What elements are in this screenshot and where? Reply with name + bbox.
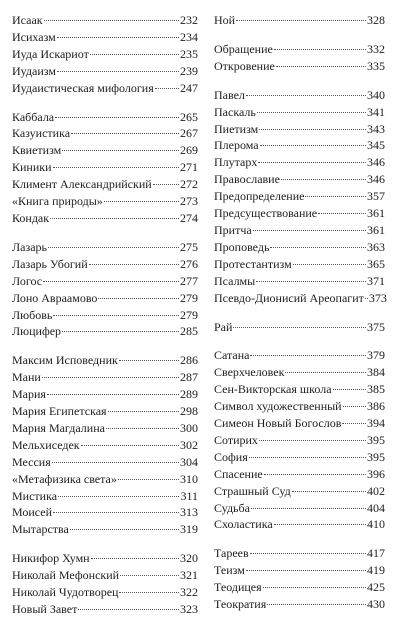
entry-page-number: 417 (367, 546, 385, 561)
entry-term: Паскаль (214, 104, 256, 119)
entry-term: Теизм (214, 563, 245, 578)
entry-page-number: 375 (367, 319, 385, 334)
dot-leader (258, 162, 366, 163)
index-entry (12, 584, 198, 601)
entry-page-number: 430 (367, 597, 385, 612)
entry-page-number: 346 (367, 155, 385, 170)
entry-page-number: 323 (180, 602, 198, 616)
entry-term: Схоластика (214, 517, 273, 532)
dot-leader (58, 496, 179, 497)
entry-term: Люцифер (12, 324, 62, 339)
dot-leader (365, 298, 368, 299)
entry-term: Казуистика (12, 126, 71, 141)
index-entry (214, 483, 385, 500)
index-entry (12, 369, 198, 386)
entry-page-number: 265 (180, 109, 198, 124)
index-entry (12, 567, 198, 584)
dot-leader (62, 150, 179, 151)
dot-leader (153, 184, 179, 185)
entry-term: Протестантизм (214, 256, 292, 271)
index-entry (12, 12, 198, 29)
entry-page-number: 332 (367, 41, 385, 56)
entry-page-number: 287 (180, 370, 198, 385)
entry-page-number: 361 (367, 222, 385, 237)
entry-page-number: 239 (180, 63, 198, 78)
index-entry (12, 601, 198, 618)
index-group (214, 545, 385, 613)
entry-term: Мария (12, 387, 46, 402)
index-entry (12, 210, 198, 227)
dot-leader (253, 230, 366, 231)
dot-leader (293, 264, 366, 265)
index-entry (214, 579, 385, 596)
index-entry (214, 347, 385, 364)
index-entry (12, 46, 198, 63)
entry-page-number: 402 (367, 483, 385, 498)
entry-page-number: 319 (180, 522, 198, 537)
entry-page-number: 320 (180, 551, 198, 566)
index-column-left (12, 12, 198, 630)
entry-term: Никифор Хумн (12, 551, 90, 566)
entry-term: Мистика (12, 488, 58, 503)
dot-leader (285, 372, 366, 373)
entry-term: Иудаизм (12, 63, 56, 78)
index-entry (12, 521, 198, 538)
entry-page-number: 371 (367, 273, 385, 288)
entry-page-number: 289 (180, 387, 198, 402)
entry-page-number: 346 (367, 172, 385, 187)
entry-term: Лоно Авраамово (12, 290, 98, 305)
entry-page-number: 273 (180, 194, 198, 209)
entry-page-number: 322 (180, 585, 198, 600)
entry-page-number: 384 (367, 365, 385, 380)
dot-leader (47, 394, 179, 395)
index-entry (12, 29, 198, 46)
index-entry (214, 545, 385, 562)
index-entry (214, 58, 385, 75)
index-entry (12, 125, 198, 142)
index-entry (214, 596, 385, 613)
entry-page-number: 363 (367, 239, 385, 254)
entry-page-number: 279 (180, 307, 198, 322)
entry-term: Проповедь (214, 239, 270, 254)
index-entry (214, 205, 385, 222)
entry-term: «Метафизика света» (12, 471, 117, 486)
dot-leader (233, 327, 366, 328)
entry-term: Киники (12, 160, 52, 175)
dot-leader (78, 609, 179, 610)
index-entry (214, 104, 385, 121)
entry-term: Страшный Суд (214, 483, 291, 498)
index-group (214, 347, 385, 533)
dot-leader (251, 508, 366, 509)
dot-leader (250, 355, 366, 356)
entry-term: Иудаистическая мифология (12, 80, 154, 95)
entry-page-number: 269 (180, 143, 198, 158)
entry-page-number: 302 (180, 437, 198, 452)
dot-leader (120, 575, 179, 576)
dot-leader (281, 179, 366, 180)
index-entry (12, 273, 198, 290)
index-entry (12, 142, 198, 159)
entry-term: Спасение (214, 466, 263, 481)
dot-leader (274, 524, 366, 525)
dot-leader (71, 133, 179, 134)
entry-term: Мытарства (12, 522, 69, 537)
entry-page-number: 272 (180, 177, 198, 192)
entry-term: Плерома (214, 138, 259, 153)
dot-leader (236, 20, 366, 21)
entry-term: Николай Мефонский (12, 568, 120, 583)
dot-leader (98, 298, 179, 299)
entry-term: Обращение (214, 41, 273, 56)
dot-leader (260, 145, 366, 146)
entry-term: Теодицея (214, 580, 262, 595)
entry-term: Лазарь Убогий (12, 256, 88, 271)
entry-page-number: 386 (367, 399, 385, 414)
dot-leader (106, 428, 179, 429)
entry-term: Предсуществование (214, 206, 318, 221)
entry-page-number: 321 (180, 568, 198, 583)
index-entry (214, 239, 385, 256)
index-group (214, 12, 385, 29)
dot-leader (259, 129, 366, 130)
entry-page-number: 394 (367, 416, 385, 431)
entry-page-number: 234 (180, 29, 198, 44)
entry-term: Сверхчеловек (214, 365, 285, 380)
entry-term: Теократия (214, 597, 267, 612)
entry-term: Псалмы (214, 273, 256, 288)
entry-term: Мани (12, 370, 41, 385)
index-entry (12, 352, 198, 369)
entry-page-number: 361 (367, 206, 385, 221)
index-group (12, 239, 198, 340)
entry-page-number: 395 (367, 432, 385, 447)
index-entry (214, 466, 385, 483)
entry-term: Судьба (214, 500, 250, 515)
index-entry (214, 432, 385, 449)
entry-term: Рай (214, 319, 233, 334)
index-group (12, 550, 198, 618)
index-entry (12, 437, 198, 454)
dot-leader (274, 49, 366, 50)
entry-term: Плутарх (214, 155, 258, 170)
entry-page-number: 286 (180, 353, 198, 368)
index-entry (12, 80, 198, 97)
index-entry (12, 256, 198, 273)
dot-leader (57, 37, 179, 38)
index-entry (12, 471, 198, 488)
entry-page-number: 340 (367, 87, 385, 102)
index-entry (12, 307, 198, 324)
index-column-right (214, 12, 385, 625)
entry-term: Максим Исповедник (12, 353, 118, 368)
index-entry (214, 500, 385, 517)
entry-page-number: 396 (367, 466, 385, 481)
index-entry (214, 562, 385, 579)
dot-leader (264, 474, 366, 475)
entry-page-number: 310 (180, 471, 198, 486)
entry-term: Симеон Новый Богослов (214, 416, 342, 431)
index-entry (214, 273, 385, 290)
entry-page-number: 276 (180, 256, 198, 271)
entry-page-number: 271 (180, 160, 198, 175)
entry-page-number: 298 (180, 404, 198, 419)
entry-term: Любовь (12, 307, 53, 322)
dot-leader (250, 553, 366, 554)
index-entry (12, 550, 198, 567)
dot-leader (91, 558, 179, 559)
entry-page-number: 357 (367, 189, 385, 204)
entry-term: «Книга природы» (12, 194, 103, 209)
entry-term: София (214, 449, 248, 464)
index-entry (12, 488, 198, 505)
dot-leader (249, 457, 366, 458)
dot-leader (155, 88, 179, 89)
entry-page-number: 274 (180, 210, 198, 225)
dot-leader (104, 201, 179, 202)
entry-page-number: 313 (180, 505, 198, 520)
entry-term: Пиетизм (214, 121, 259, 136)
entry-page-number: 379 (367, 348, 385, 363)
dot-leader (53, 315, 179, 316)
entry-page-number: 404 (367, 500, 385, 515)
index-group (12, 12, 198, 97)
index-entry (12, 454, 198, 471)
dot-leader (52, 462, 179, 463)
index-entry (214, 319, 385, 336)
entry-term: Мария Магдалина (12, 420, 105, 435)
entry-term: Лазарь (12, 239, 48, 254)
dot-leader (267, 604, 366, 605)
index-entry (12, 290, 198, 307)
entry-page-number: 341 (367, 104, 385, 119)
index-entry (214, 188, 385, 205)
entry-page-number: 328 (367, 13, 385, 27)
index-entry (214, 121, 385, 138)
dot-leader (246, 95, 366, 96)
entry-term: Православие (214, 172, 280, 187)
dot-leader (44, 20, 179, 21)
dot-leader (256, 281, 366, 282)
entry-term: Моисей (12, 505, 53, 520)
index-entry (12, 420, 198, 437)
entry-term: Каббала (12, 109, 55, 124)
entry-page-number: 425 (367, 580, 385, 595)
entry-term: Логос (12, 273, 43, 288)
entry-term: Предопределение (214, 189, 305, 204)
dot-leader (108, 411, 179, 412)
entry-page-number: 343 (367, 121, 385, 136)
entry-term: Откровение (214, 58, 275, 73)
dot-leader (81, 445, 179, 446)
index-entry (12, 403, 198, 420)
dot-leader (318, 213, 366, 214)
entry-page-number: 267 (180, 126, 198, 141)
dot-leader (55, 117, 179, 118)
index-entry (12, 109, 198, 126)
index-entry (12, 63, 198, 80)
dot-leader (50, 218, 179, 219)
dot-leader (57, 71, 179, 72)
index-entry (214, 449, 385, 466)
entry-page-number: 419 (367, 563, 385, 578)
index-entry (12, 239, 198, 256)
entry-page-number: 395 (367, 449, 385, 464)
entry-term: Квиетизм (12, 143, 62, 158)
dot-leader (62, 331, 179, 332)
dot-leader (53, 167, 179, 168)
entry-term: Кондак (12, 210, 50, 225)
entry-page-number: 247 (180, 80, 198, 95)
entry-page-number: 311 (180, 488, 198, 503)
dot-leader (342, 423, 366, 424)
entry-term: Исихазм (12, 29, 56, 44)
index-group (214, 87, 385, 307)
entry-term: Климент Александрийский (12, 177, 152, 192)
entry-term: Символ художественный (214, 399, 342, 414)
entry-page-number: 275 (180, 239, 198, 254)
index-entry (214, 415, 385, 432)
entry-page-number: 410 (367, 517, 385, 532)
index-entry (12, 504, 198, 521)
index-entry (12, 386, 198, 403)
index-entry (214, 364, 385, 381)
dot-leader (70, 529, 179, 530)
dot-leader (53, 512, 179, 513)
entry-page-number: 304 (180, 454, 198, 469)
entry-page-number: 279 (180, 290, 198, 305)
index-entry (214, 12, 385, 29)
index-entry (214, 381, 385, 398)
entry-term: Исаак (12, 13, 43, 27)
entry-term: Сатана (214, 348, 250, 363)
index-entry (12, 323, 198, 340)
dot-leader (276, 66, 366, 67)
index-entry (214, 154, 385, 171)
entry-term: Иуда Искариот (12, 46, 89, 61)
entry-term: Тареев (214, 546, 249, 561)
entry-page-number: 365 (367, 256, 385, 271)
dot-leader (259, 440, 366, 441)
entry-page-number: 285 (180, 324, 198, 339)
dot-leader (43, 281, 179, 282)
entry-page-number: 345 (367, 138, 385, 153)
dot-leader (90, 54, 179, 55)
entry-term: Павел (214, 87, 245, 102)
index-entry (12, 176, 198, 193)
entry-term: Мельхиседек (12, 437, 80, 452)
index-entry (214, 171, 385, 188)
entry-term: Ной (214, 13, 236, 27)
dot-leader (42, 377, 179, 378)
entry-page-number: 232 (180, 13, 198, 27)
dot-leader (292, 491, 366, 492)
entry-term: Сотирих (214, 432, 258, 447)
index-entry (214, 41, 385, 58)
dot-leader (333, 389, 366, 390)
index-entry (214, 256, 385, 273)
entry-page-number: 373 (368, 290, 387, 305)
index-entry (214, 222, 385, 239)
dot-leader (263, 587, 366, 588)
entry-page-number: 235 (180, 46, 198, 61)
dot-leader (119, 592, 179, 593)
index-entry (12, 159, 198, 176)
entry-term: Сен-Викторская школа (214, 382, 332, 397)
dot-leader (119, 360, 179, 361)
entry-page-number: 300 (180, 420, 198, 435)
entry-term: Мария Египетская (12, 404, 107, 419)
dot-leader (89, 264, 179, 265)
dot-leader (343, 406, 366, 407)
index-entry (214, 290, 385, 307)
index-group (12, 109, 198, 227)
index-entry (214, 137, 385, 154)
entry-page-number: 277 (180, 273, 198, 288)
dot-leader (246, 570, 366, 571)
entry-term: Новый Завет (12, 602, 78, 616)
entry-term: Николай Чудотворец (12, 585, 119, 600)
index-group (214, 319, 385, 336)
dot-leader (48, 247, 179, 248)
dot-leader (118, 479, 179, 480)
index-entry (214, 87, 385, 104)
entry-page-number: 335 (367, 58, 385, 73)
dot-leader (270, 247, 366, 248)
entry-term: Мессия (12, 454, 51, 469)
index-group (214, 41, 385, 75)
dot-leader (257, 112, 366, 113)
index-entry (214, 398, 385, 415)
index-group (12, 352, 198, 538)
dot-leader (305, 196, 366, 197)
entry-term: Псевдо-Дионисий Ареопагит (214, 290, 364, 305)
index-entry (214, 516, 385, 533)
index-entry (12, 193, 198, 210)
entry-term: Притча (214, 222, 252, 237)
entry-page-number: 385 (367, 382, 385, 397)
